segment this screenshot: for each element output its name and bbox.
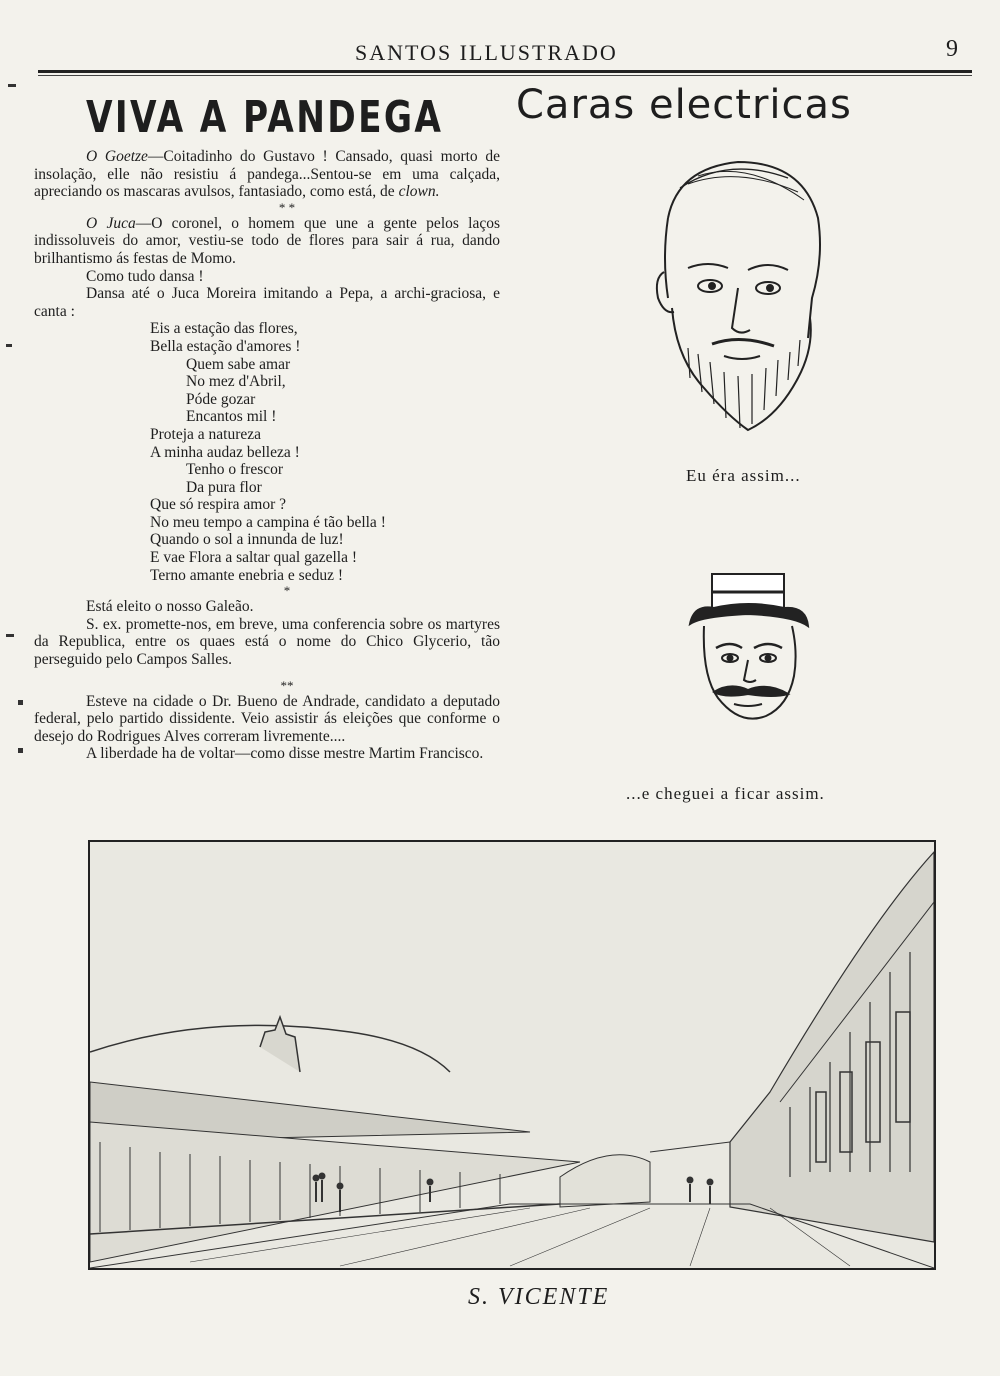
- section-separator: **: [280, 677, 294, 693]
- paragraph-juca-moreira: Dansa até o Juca Moreira imitando a Pepa, a archi-graciosa, e canta :: [34, 285, 500, 320]
- paragraph-conferencia: S. ex. promette-nos, em breve, uma conferencia sobre os martyres da Republica, entre os quaes está o nome do Chico Glycerio, tão perseguido pelo Campos Salles.: [34, 615, 500, 669]
- caption-after: ...e cheguei a ficar assim.: [626, 784, 825, 803]
- page-number: 9: [946, 36, 958, 62]
- street-scene-drawing: [90, 842, 934, 1268]
- paragraph-dansa: Como tudo dansa !: [86, 267, 204, 285]
- article-title-viva-a-pandega: VIVA A PANDEGA: [86, 92, 444, 143]
- header-rule-thin: [38, 75, 972, 76]
- paragraph-liberdade: A liberdade ha de voltar—como disse mestre Martim Francisco.: [86, 745, 484, 763]
- verse-line: Proteja a natureza: [150, 425, 262, 443]
- verse-line: Da pura flor: [186, 478, 262, 496]
- section-separator: * *: [278, 199, 296, 215]
- margin-mark: [18, 700, 23, 705]
- header-rule: [38, 70, 972, 73]
- verse-line: No meu tempo a campina é tão bella !: [150, 513, 386, 531]
- margin-mark: [6, 344, 12, 347]
- verse-line: Quando o sol a innunda de luz!: [150, 531, 344, 549]
- feature-title-caras-electricas: Caras electricas: [516, 82, 852, 128]
- caricature-bearded-man: [628, 148, 838, 448]
- name-goetze: O Goetze: [86, 148, 148, 165]
- caption-before: Eu éra assim...: [686, 466, 801, 485]
- paragraph-bueno-de-andrade: Esteve na cidade o Dr. Bueno de Andrade, candidato a deputado federal, pelo partido dissidente. Veio assistir ás eleições que conforme o desejo do Rodrigues Alves correram livremente....: [34, 692, 500, 745]
- verse-line: Tenho o frescor: [186, 461, 284, 479]
- verse-line: Que só respira amor ?: [150, 496, 287, 514]
- section-separator: *: [283, 583, 291, 599]
- margin-mark: [8, 84, 16, 87]
- margin-mark: [18, 748, 23, 753]
- verse-line: Póde gozar: [186, 390, 256, 408]
- paragraph-galeao: Está eleito o nosso Galeão.: [86, 598, 254, 616]
- paragraph-goetze: O Goetze—Coitadinho do Gustavo ! Cansado, quasi morto de insolação, elle não resistiu á pandega...Sentou-se em uma calçada, apreciando os mascaras avulsos, fantasiado, como está, de clown.: [34, 148, 500, 201]
- verse-line: Encantos mil !: [186, 408, 277, 426]
- running-title: SANTOS ILLUSTRADO: [355, 40, 618, 65]
- verse-line: E vae Flora a saltar qual gazella !: [150, 549, 357, 567]
- verse-line: No mez d'Abril,: [186, 373, 286, 391]
- verse-line: Quem sabe amar: [186, 355, 291, 373]
- verse-line: A minha audaz belleza !: [150, 443, 300, 461]
- verse-line: Bella estação d'amores !: [150, 337, 301, 355]
- verse-line: Terno amante enebria e seduz !: [150, 566, 343, 584]
- engraving-caption: S. VICENTE: [468, 1284, 610, 1310]
- name-juca: O Juca: [86, 214, 136, 232]
- engraving-street-view: [88, 840, 936, 1270]
- caricature-man-in-hat: [684, 566, 814, 734]
- verse-line: Eis a estação das flores,: [150, 320, 298, 338]
- article-column: [34, 148, 500, 763]
- margin-mark: [6, 634, 14, 637]
- paragraph-juca: O Juca—O coronel, o homem que une a gente pelos laços indissoluveis do amor, vestiu-se todo de flores para sair á rua, dando brilhantismo ás festas de Momo.: [34, 214, 500, 267]
